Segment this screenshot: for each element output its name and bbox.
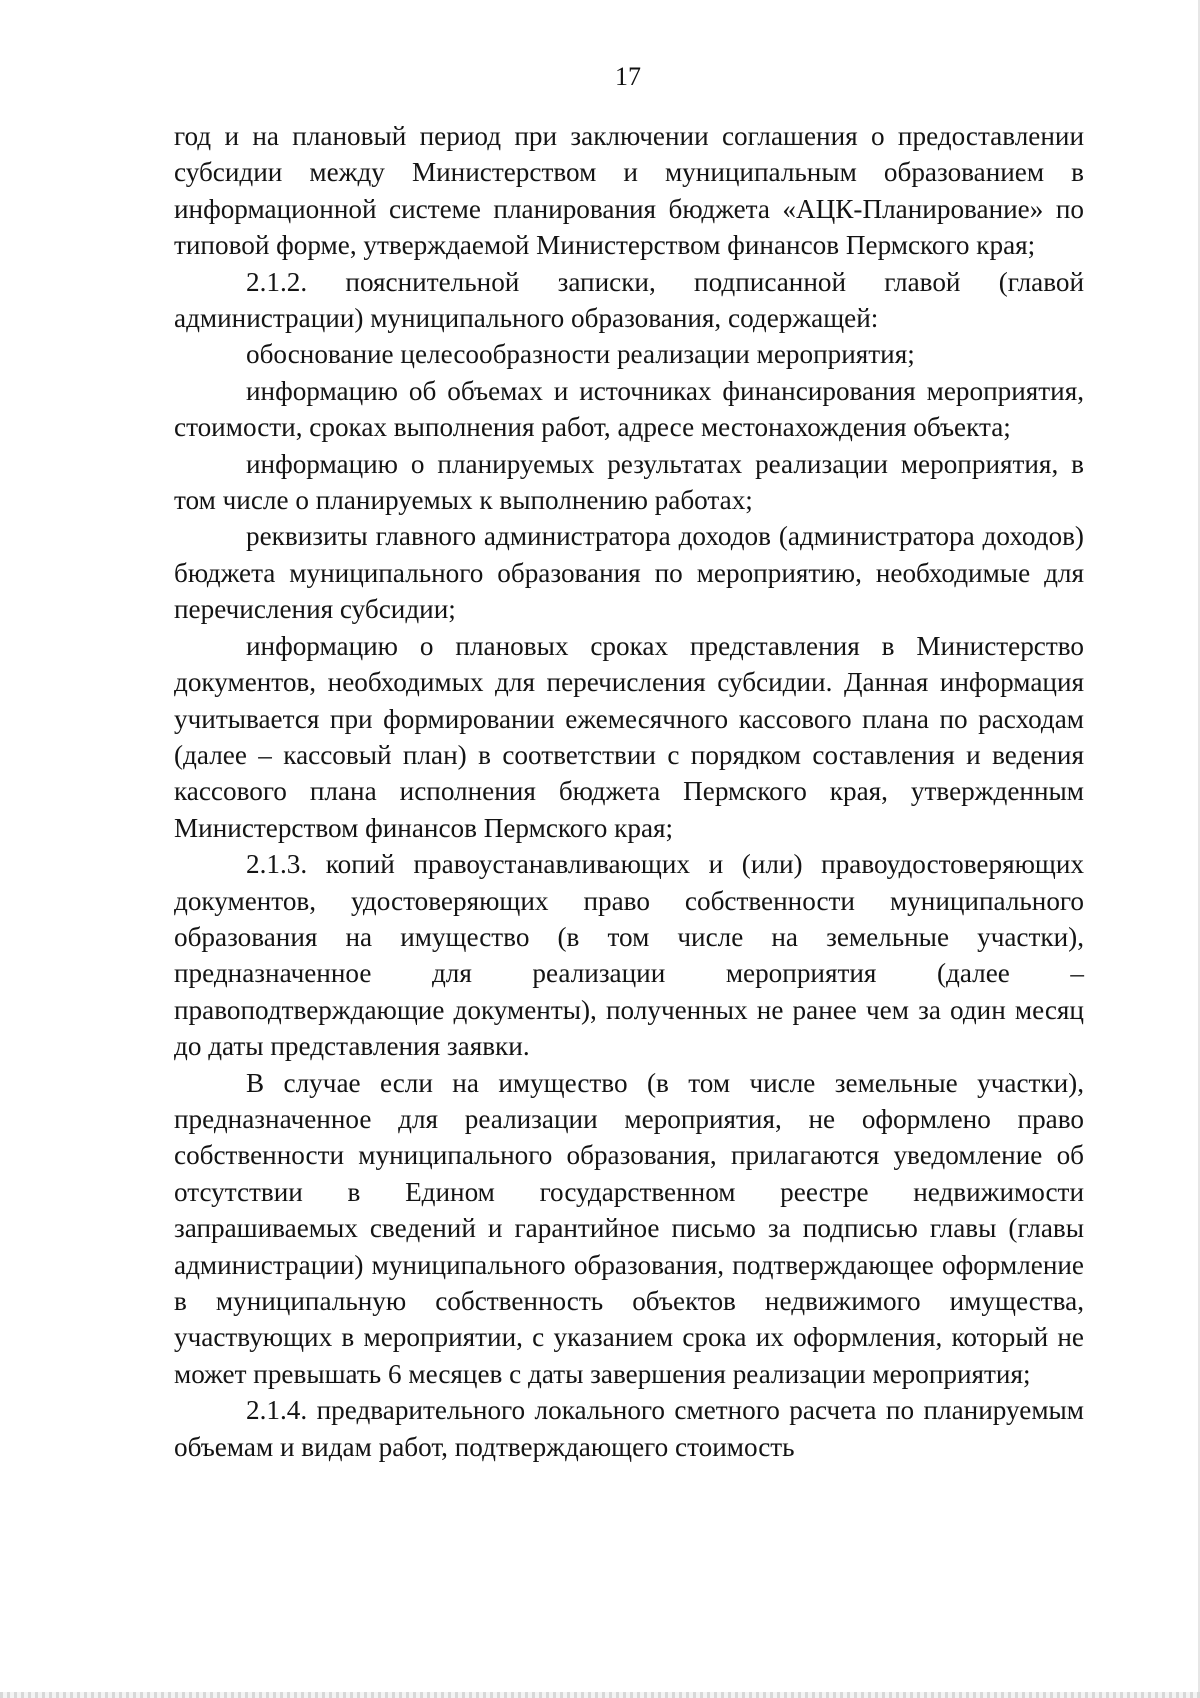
paragraph-continuation: год и на плановый период при заключении соглашения о предоставлении субсидии между Министерством и муниципальным образованием в информационной системе планирования бюджета «АЦК-Планирование» по типовой форме, утверждаемой Министерством финансов Пермского края; — [174, 121, 1084, 261]
page-number: 17 — [615, 62, 641, 91]
paragraph-2-1-4: 2.1.4. предварительного локального сметного расчета по планируемым объемам и видам работ, подтверждающего стоимость — [174, 1395, 1084, 1462]
paragraph-planned-deadlines: информацию о плановых сроках представления в Министерство документов, необходимых для перечисления субсидии. Данная информация учитывается при формировании ежемесячного кассового плана по расходам (далее – кассовый план) в соответствии с порядком составления и ведения кассового плана исполнения бюджета Пермского края, утвержденным Министерством финансов Пермского края; — [174, 630, 1084, 843]
paragraph-2-1-3: 2.1.3. копий правоустанавливающих и (или) правоудостоверяющих документов, удостоверяющих право собственности муниципального образования на имущество (в том числе на земельные участки), предназначенное для реализации мероприятия (далее – правоподтверждающие документы), полученных не ранее чем за один месяц до даты представления заявки. — [174, 849, 1084, 1062]
paragraph-administrator-details: реквизиты главного администратора доходов (администратора доходов) бюджета муниципального образования по мероприятию, необходимые для перечисления субсидии; — [174, 521, 1084, 625]
document-body — [174, 118, 1084, 1465]
paragraph-planned-results: информацию о планируемых результатах реализации мероприятия, в том числе о планируемых к выполнению работах; — [174, 448, 1084, 516]
paragraph-2-1-2: 2.1.2. пояснительной записки, подписанной главой (главой администрации) муниципального образования, содержащей: — [174, 266, 1084, 334]
paragraph-property-case: В случае если на имущество (в том числе земельные участки), предназначенное для реализации мероприятия, не оформлено право собственности муниципального образования, прилагаются уведомление об отсутствии в Едином государственном реестре недвижимости запрашиваемых сведений и гарантийное письмо за подписью главы (главы администрации) муниципального образования, подтверждающее оформление в муниципальную собственность объектов недвижимого имущества, участвующих в мероприятии, с указанием срока их оформления, который не может превышать 6 месяцев с даты завершения реализации мероприятия; — [174, 1067, 1084, 1389]
scan-edge-bottom — [0, 1692, 1200, 1698]
paragraph-funding-info: информацию об объемах и источниках финансирования мероприятия, стоимости, сроках выполнения работ, адресе местонахождения объекта; — [174, 375, 1084, 443]
paragraph-justification: обоснование целесообразности реализации мероприятия; — [246, 339, 915, 370]
